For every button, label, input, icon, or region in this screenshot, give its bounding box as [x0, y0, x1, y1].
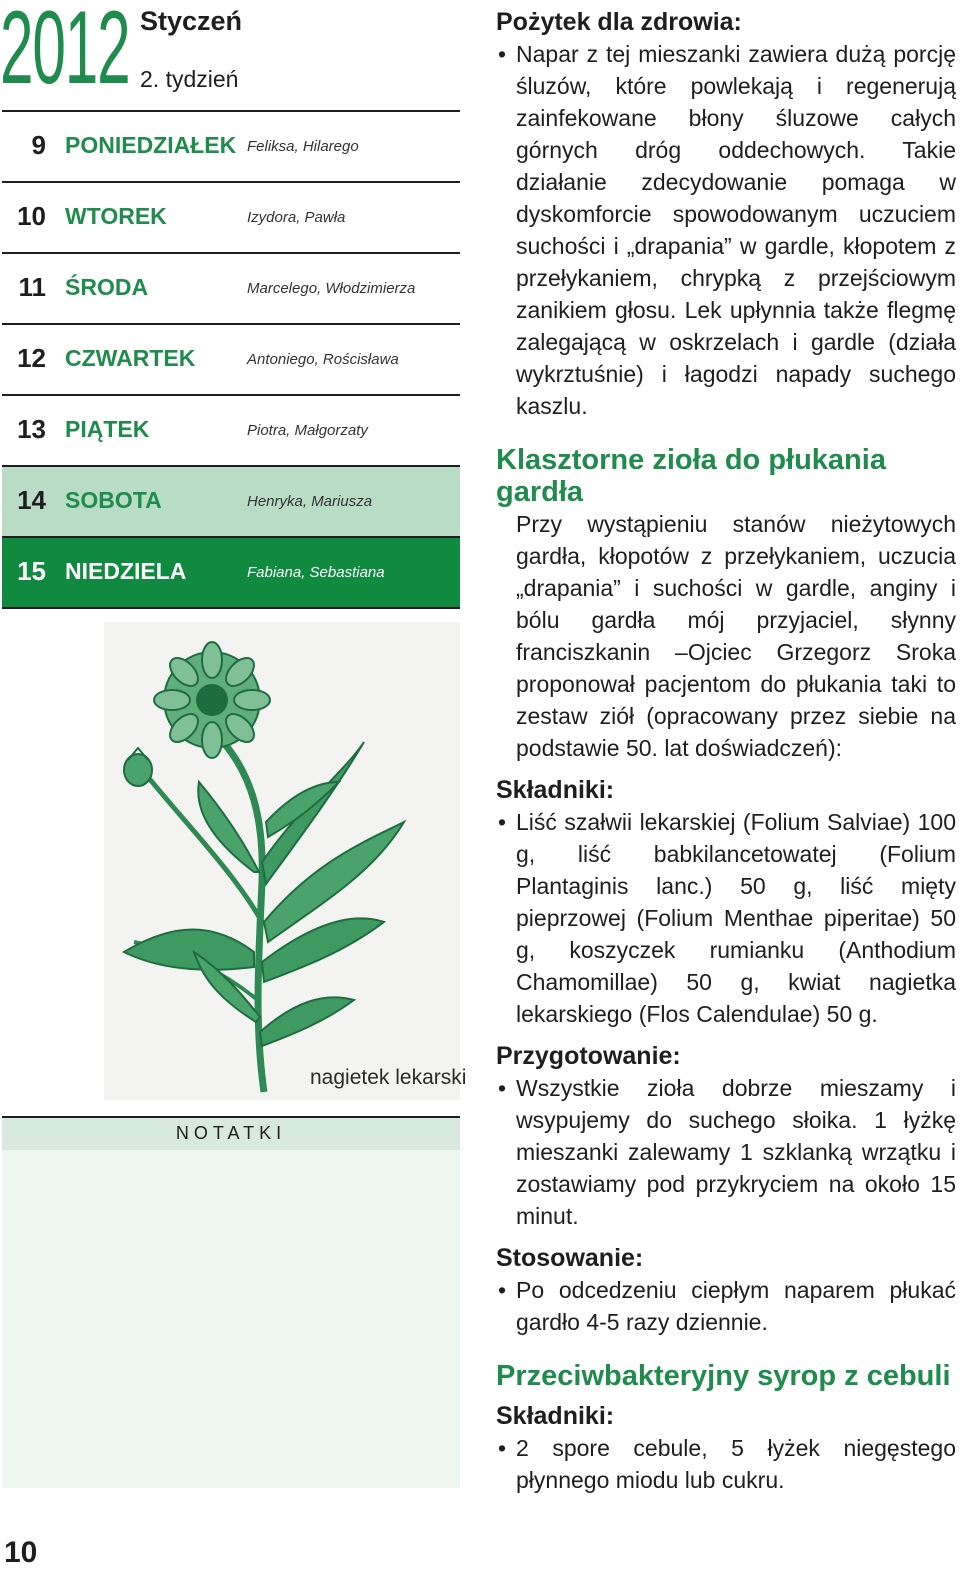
- day-number: 15: [17, 556, 46, 586]
- day-row-friday: [2, 396, 460, 465]
- day-row-thursday: [2, 325, 460, 394]
- name-day-saints: Piotra, Małgorzaty: [247, 422, 368, 439]
- day-number: 13: [17, 414, 46, 444]
- preparation-text: • Wszystkie zioła dobrze mieszamy i wsypujemy do suchego słoika. 1 łyżkę mieszanki zalewamy 1 szklanką wrzątku i zostawiamy pod przykryciem na około 15 minut.: [496, 1072, 956, 1232]
- day-name: NIEDZIELA: [65, 558, 187, 584]
- name-day-saints: Henryka, Mariusza: [247, 493, 373, 510]
- notes-header: [2, 1116, 460, 1152]
- notes-label: NOTATKI: [175, 1123, 287, 1143]
- health-heading: Pożytek dla zdrowia:: [496, 8, 742, 36]
- name-day-saints: Izydora, Pawła: [247, 209, 346, 226]
- day-number: 14: [17, 485, 46, 515]
- syrup-ingredients-heading: Składniki:: [496, 1402, 615, 1430]
- day-row-sunday: [2, 538, 460, 607]
- day-name: CZWARTEK: [65, 345, 196, 371]
- gargle-title: Klasztorne zioła do płukania gardła: [496, 444, 886, 508]
- day-name: WTOREK: [65, 203, 167, 229]
- divider: [2, 607, 460, 609]
- name-day-saints: Fabiana, Sebastiana: [247, 564, 385, 581]
- syrup-ingredients-text: • 2 spore cebule, 5 łyżek niegęstego płynnego miodu lub cukru.: [496, 1432, 956, 1496]
- article-column: [496, 0, 956, 1496]
- week-label: 2. tydzień: [140, 66, 239, 92]
- notes-area: [2, 1150, 460, 1488]
- health-text: • Napar z tej mieszanki zawiera dużą porcję śluzów, które powlekają i regenerują zainfekowane błony śluzowe całych górnych dróg oddechowych. Takie działanie zdecydowanie pomaga w dyskomforcie spowodowanym uczuciem suchości i „drapania” w gardle, kłopotem z przełykaniem, chrypką z przejściowym zanikiem głosu. Lek upłynnia także flegmę zalegającą w oskrzelach i gardle (działa wykrztuśnie) i łagodzi napady suchego kaszlu.: [496, 38, 956, 422]
- name-day-saints: Antoniego, Rościsława: [247, 351, 399, 368]
- usage-heading: Stosowanie:: [496, 1244, 644, 1272]
- month-title: Styczeń: [140, 6, 243, 36]
- usage-text: • Po odcedzeniu ciepłym naparem płukać gardło 4-5 razy dziennie.: [496, 1274, 956, 1338]
- ingredients-heading: Składniki:: [496, 776, 615, 804]
- day-row-wednesday: [2, 254, 460, 323]
- day-row-tuesday: [2, 183, 460, 252]
- day-name: ŚRODA: [65, 274, 149, 300]
- day-row-monday: [2, 112, 460, 181]
- illustration-caption: nagietek lekarski: [310, 1066, 467, 1089]
- day-name: SOBOTA: [65, 487, 162, 513]
- name-day-saints: Marcelego, Włodzimierza: [247, 280, 416, 297]
- preparation-heading: Przygotowanie:: [496, 1042, 681, 1070]
- day-row-saturday: [2, 467, 460, 536]
- day-name: PONIEDZIAŁEK: [65, 132, 237, 158]
- day-name: PIĄTEK: [65, 416, 150, 442]
- name-day-saints: Feliksa, Hilarego: [247, 138, 359, 155]
- gargle-intro: Przy wystąpieniu stanów nieżytowych gardła, kłopotów z przełykaniem, uczucia „drapania” i suchości w gardle, anginy i bólu gardła mój przyjaciel, słynny franciszkanin –Ojciec Grzegorz Sroka proponował pacjentom do płukania taki to zestaw ziół (opracowany przez siebie na podstawie 50. lat doświadczeń):: [516, 511, 956, 761]
- day-number: 9: [31, 130, 46, 160]
- day-number: 10: [17, 201, 46, 231]
- day-number: 12: [17, 343, 46, 373]
- ingredients-text: • Liść szałwii lekarskiej (Folium Salviae) 100 g, liść babkilancetowatej (Folium Plantaginis lanc.) 50 g, liść mięty pieprzowej (Folium Menthae piperitae) 50 g, koszyczek rumianku (Anthodium Chamomillae) 50 g, kwiat nagietka lekarskiego (Flos Calendulae) 50 g.: [496, 806, 956, 1030]
- calendula-illustration: [104, 622, 460, 1100]
- syrup-title: Przeciwbakteryjny syrop z cebuli: [496, 1360, 951, 1392]
- page-number: 10: [4, 1536, 38, 1569]
- year: 2012: [0, 0, 130, 106]
- calendula-flower-icon: [104, 622, 460, 1100]
- day-number: 11: [18, 272, 46, 302]
